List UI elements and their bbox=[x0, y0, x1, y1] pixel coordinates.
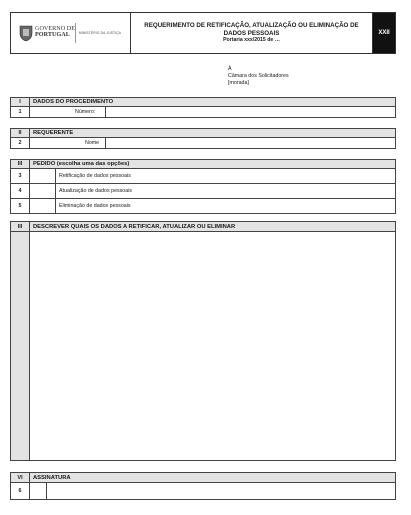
section-number: II bbox=[11, 129, 30, 137]
numero-field[interactable] bbox=[105, 107, 395, 117]
coat-of-arms-icon bbox=[19, 24, 33, 42]
logo-line1: GOVERNO DE bbox=[35, 25, 76, 32]
form-title-line2: DADOS PESSOAIS bbox=[223, 29, 280, 37]
numero-label: Número: bbox=[75, 109, 96, 115]
eliminacao-checkbox[interactable] bbox=[29, 199, 56, 213]
row-nome bbox=[10, 138, 396, 149]
section-requerente-header bbox=[10, 128, 396, 138]
signature-field[interactable] bbox=[46, 483, 395, 499]
option-row-atualizacao bbox=[10, 184, 396, 199]
option-label: Retificação de dados pessoais bbox=[59, 173, 131, 179]
row-number: 2 bbox=[11, 138, 30, 148]
row-numero bbox=[10, 107, 396, 118]
atualizacao-checkbox[interactable] bbox=[29, 184, 56, 198]
option-label: Eliminação de dados pessoais bbox=[59, 203, 131, 209]
logo-divider bbox=[75, 23, 76, 43]
title-cell bbox=[131, 13, 373, 53]
nome-label: Nome bbox=[85, 140, 100, 146]
section-pedido-header bbox=[10, 159, 396, 169]
ministry-label: MINISTÉRIO DA JUSTIÇA bbox=[79, 31, 122, 35]
row-number: 1 bbox=[11, 107, 30, 117]
section-number: I bbox=[11, 98, 30, 106]
section-number: III bbox=[11, 222, 30, 231]
section-number: III bbox=[11, 160, 30, 168]
option-row-eliminacao bbox=[10, 199, 396, 214]
form-title-line1: REQUERIMENTO DE RETIFICAÇÃO, ATUALIZAÇÃO OU ELIMINAÇÃO DE bbox=[144, 22, 359, 30]
description-margin bbox=[11, 232, 30, 460]
row-assinatura bbox=[10, 483, 396, 500]
section-title: REQUERENTE bbox=[33, 130, 74, 136]
section-title: PEDIDO (escolha uma das opções) bbox=[33, 161, 130, 167]
row-number: 5 bbox=[11, 199, 30, 213]
nome-field[interactable] bbox=[105, 138, 395, 148]
signature-spacer bbox=[29, 483, 47, 499]
row-number: 6 bbox=[11, 483, 30, 499]
form-header bbox=[10, 12, 396, 54]
form-subtitle: Portaria xxx/2015 de … bbox=[223, 36, 280, 43]
addressee-line2: Câmara dos Solicitadores bbox=[228, 73, 289, 79]
section-title: DESCREVER QUAIS OS DADOS A RETIFICAR, ATUALIZAR OU ELIMINAR bbox=[33, 223, 236, 230]
description-area bbox=[10, 232, 396, 461]
section-title: DADOS DO PROCEDIMENTO bbox=[33, 99, 114, 105]
option-label: Atualização de dados pessoais bbox=[59, 188, 133, 194]
section-title: ASSINATURA bbox=[33, 474, 71, 481]
retificacao-checkbox[interactable] bbox=[29, 169, 56, 183]
section-descrever-header bbox=[10, 221, 396, 232]
description-textarea[interactable] bbox=[29, 232, 395, 460]
row-number: 3 bbox=[11, 169, 30, 183]
section-number: VI bbox=[11, 473, 30, 482]
logo-line2: PORTUGAL bbox=[35, 31, 70, 38]
form-code: XXII bbox=[373, 13, 395, 53]
section-procedimento-header bbox=[10, 97, 396, 107]
section-assinatura-header bbox=[10, 472, 396, 483]
option-row-retificacao bbox=[10, 169, 396, 184]
logo-cell bbox=[11, 13, 131, 53]
addressee-line3: [morada] bbox=[228, 80, 249, 86]
addressee-line1: À bbox=[228, 66, 232, 72]
row-number: 4 bbox=[11, 184, 30, 198]
